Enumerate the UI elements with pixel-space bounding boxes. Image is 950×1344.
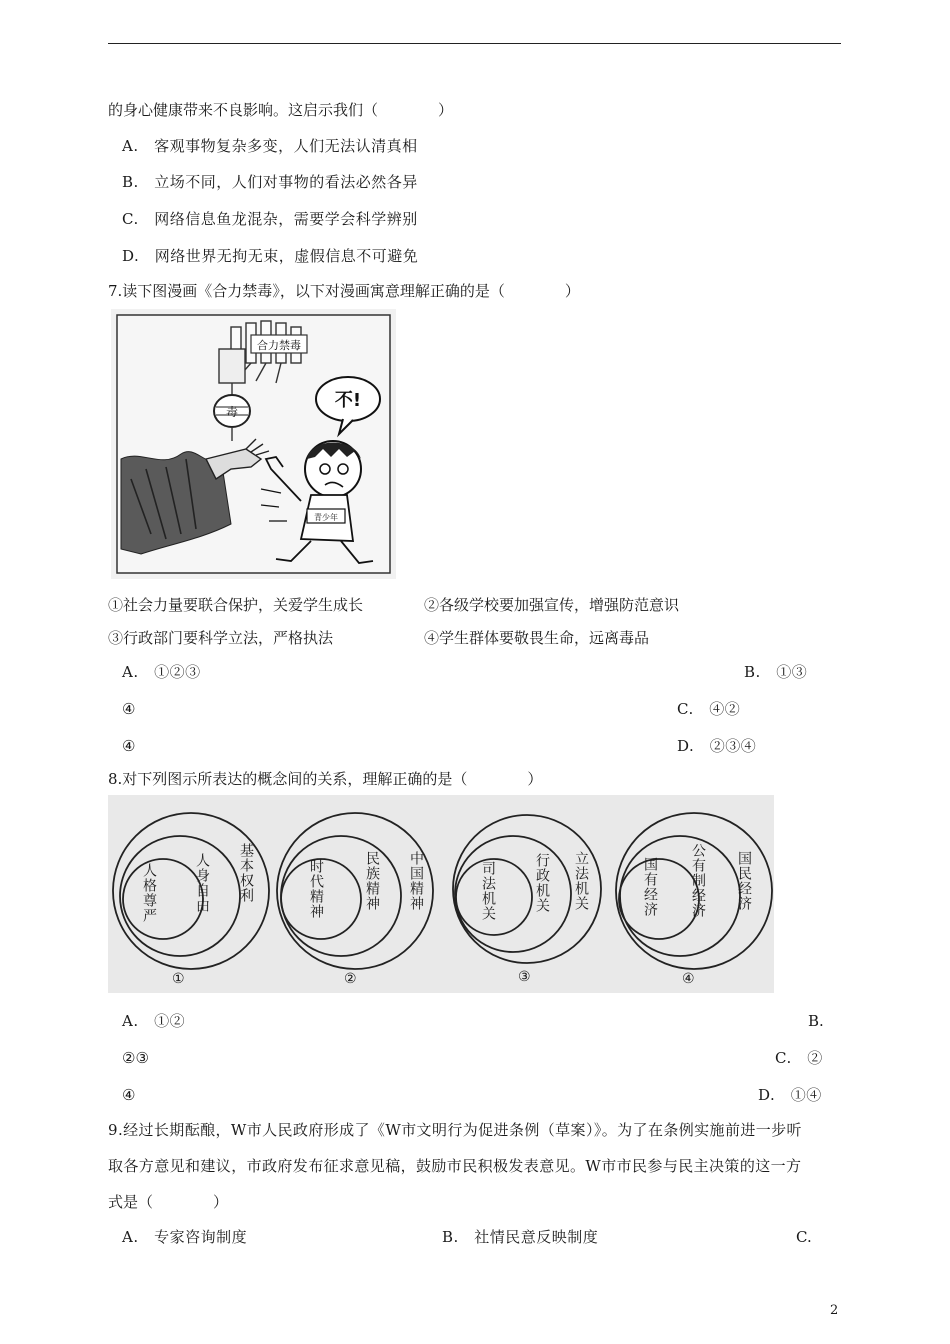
q6-option-a: A. 客观事物复杂多变，人们无法认清真相	[122, 137, 418, 155]
q6-stem-tail: 的身心健康带来不良影响。这启示我们（ ）	[108, 101, 454, 119]
diagram-1-outer-label: 基本权利	[238, 843, 254, 903]
q8-stem: 8.对下列图示所表达的概念间的关系，理解正确的是（ ）	[108, 770, 543, 788]
q8-option-b: B.	[808, 1012, 824, 1030]
q8-option-d: D. ①④	[758, 1086, 822, 1104]
page-number: 2	[830, 1303, 839, 1318]
q7-cartoon-image	[111, 309, 396, 579]
diagram-3-outer-label: 立法机关	[573, 851, 589, 911]
q7-option-b: B. ①③	[744, 663, 808, 681]
q7-option-a: A. ①②③	[122, 663, 201, 681]
q6-option-c: C. 网络信息鱼龙混杂，需要学会科学辨别	[122, 210, 418, 228]
diagram-2-outer-label: 中国精神	[408, 851, 424, 911]
cartoon-badge-text: 青少年	[314, 513, 338, 522]
diagram-3-middle-label: 行政机关	[534, 853, 550, 913]
q8-option-a: A. ①②	[122, 1012, 186, 1030]
q9-stem-line-3: 式是（ ）	[108, 1193, 229, 1211]
header-rule	[108, 43, 841, 44]
diagram-3-number: ③	[518, 969, 531, 985]
diagram-1-number: ①	[172, 971, 185, 987]
q8-option-c: C. ②	[775, 1049, 823, 1067]
diagram-2-middle-label: 民族精神	[364, 851, 380, 911]
q7-option-d: D. ②③④	[677, 737, 757, 755]
q6-option-b: B. 立场不同，人们对事物的看法必然各异	[122, 173, 418, 191]
q7-statement-1: ①社会力量要联合保护，关爱学生成长	[108, 596, 364, 614]
q7-option-b-continued: ④	[122, 700, 136, 718]
q7-stem: 7.读下图漫画《合力禁毒》，以下对漫画寓意理解正确的是（ ）	[108, 282, 580, 300]
q7-statement-2: ②各级学校要加强宣传，增强防范意识	[424, 596, 680, 614]
q9-option-c: C.	[796, 1228, 812, 1246]
q9-option-b: B. 社情民意反映制度	[442, 1228, 599, 1246]
q7-option-c: C. ④②	[677, 700, 741, 718]
q7-statement-3: ③行政部门要科学立法，严格执法	[108, 629, 334, 647]
q8-diagram-image	[108, 795, 774, 993]
q7-statement-4: ④学生群体要敬畏生命，远离毒品	[424, 629, 650, 647]
diagram-4-middle-label: 公有制经济	[690, 843, 706, 918]
q8-option-c-continued: ④	[122, 1086, 136, 1104]
diagram-1-inner-label: 人格尊严	[141, 863, 157, 923]
diagram-4-number: ④	[682, 971, 695, 987]
cartoon-speech-text: 不!	[334, 390, 362, 411]
q8-option-b-continued: ②③	[122, 1049, 149, 1067]
diagram-2-number: ②	[344, 971, 357, 987]
diagram-2-inner-label: 时代精神	[308, 859, 324, 919]
q7-option-c-continued: ④	[122, 737, 136, 755]
q6-option-d: D. 网络世界无拘无束，虚假信息不可避免	[122, 247, 419, 265]
cartoon-lantern-text: 毒	[225, 405, 239, 419]
diagram-1-middle-label: 人身自由	[194, 853, 210, 913]
cartoon-banner-text: 合力禁毒	[257, 339, 301, 352]
q9-stem-line-2: 取各方意见和建议，市政府发布征求意见稿，鼓励市民积极发表意见。W市市民参与民主决策的这一方	[108, 1157, 802, 1175]
q9-option-a: A. 专家咨询制度	[122, 1228, 248, 1246]
diagram-4-inner-label: 国有经济	[642, 857, 658, 917]
diagram-4-outer-label: 国民经济	[736, 851, 752, 911]
q9-stem-line-1: 9.经过长期酝酿，W市人民政府形成了《W市文明行为促进条例（草案）》。为了在条例实施前进一步听	[108, 1121, 802, 1139]
diagram-3-inner-label: 司法机关	[480, 861, 496, 921]
